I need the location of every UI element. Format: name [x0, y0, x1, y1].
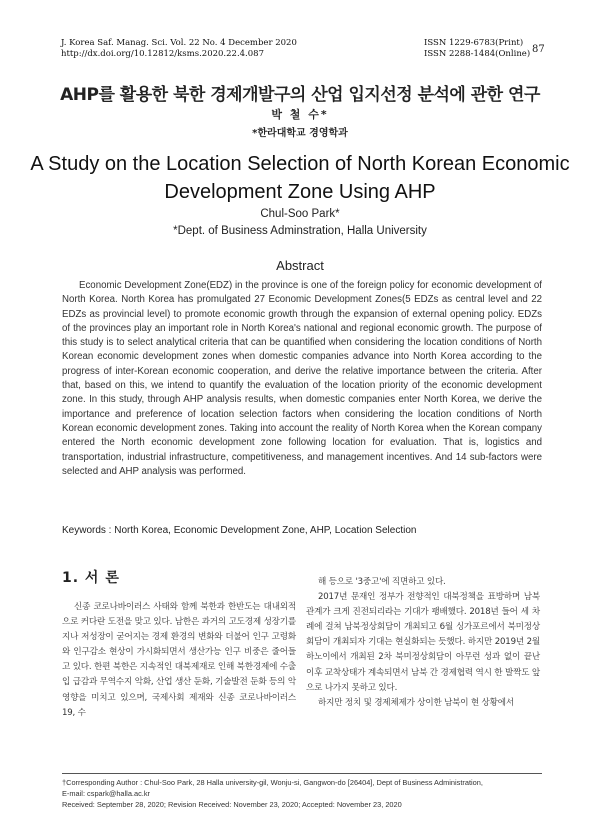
keywords: Keywords : North Korea, Economic Development Zone, AHP, Location Selection: [62, 525, 417, 536]
author-email[interactable]: E-mail: cspark@halla.ac.kr: [62, 789, 151, 798]
section-title-introduction: 1. 서 론: [62, 570, 120, 586]
footnote: [62, 777, 542, 810]
korean-author: 박 철 수*: [271, 108, 329, 121]
english-title-line2: Development Zone Using AHP: [164, 181, 436, 203]
doi-link[interactable]: http://dx.doi.org/10.12812/ksms.2020.22.4.087: [61, 49, 264, 59]
intro-paragraph-right-1: 2017년 문재인 정부가 전향적인 대북정책을 표방하며 남북관계가 크게 진전되리라는 기대가 팽배했다. 2018년 들어 세 차례에 걸쳐 남북정상회담이 개최되고 6월 싱가포르에서 북미정상회담이 개최되자 기대는 현실화되는 듯했다. 하지만 2019년 2월 하노이에서 개최된 2차 북미정상회담이 아무런 성과 없이 끝난 이후 교착상태가 계속되면서 남북 간 경제협력 역시 한 발짝도 앞으로 나가지 못하고 있다.: [306, 592, 540, 693]
right-column: [306, 575, 540, 711]
english-title-line1: A Study on the Location Selection of North Korean Economic: [30, 153, 570, 175]
english-author: Chul-Soo Park*: [260, 208, 340, 220]
abstract-heading: Abstract: [276, 258, 324, 273]
received-dates: Received: September 28, 2020; Revision Received: November 23, 2020; Accepted: November 23, 2020: [62, 800, 402, 809]
issn-online: ISSN 2288-1484(Online): [424, 49, 531, 59]
journal-citation: J. Korea Saf. Manag. Sci. Vol. 22 No. 4 December 2020: [61, 38, 297, 48]
intro-paragraph-left: 신종 코로나바이러스 사태와 함께 북한과 한반도는 대내외적으로 커다란 도전을 맞고 있다. 남한은 과거의 고도경제 성장기를 지나 저성장이 굳어지는 경제 환경의 변화와 더불어 인구 고령화와 인구감소 현상이 가시화되면서 생산가능 인구 비중은 줄어들고 있다. 한편 북한은 지속적인 대북제재로 인해 북한경제에 수출입 급감과 무역수지 악화, 산업 생산 둔화, 기술발전 둔화 등의 악영향을 미치고 있으며, 국제사회 제재와 신종 코로나바이러스 19, 수: [62, 602, 296, 718]
intro-paragraph-right-2: 하지만 정치 및 경제체제가 상이한 남북이 현 상황에서: [318, 697, 514, 708]
english-title: [0, 150, 600, 206]
intro-continuation: 해 등으로 '3중고'에 직면하고 있다.: [318, 577, 446, 587]
footnote-divider: [62, 773, 542, 774]
korean-title: AHP를 활용한 북한 경제개발구의 산업 입지선정 분석에 관한 연구: [60, 85, 540, 105]
page-number: 87: [532, 44, 545, 55]
issn-print: ISSN 1229-6783(Print): [424, 38, 524, 48]
journal-header: [61, 38, 297, 60]
korean-affiliation: *한라대학교 경영학과: [252, 128, 348, 139]
english-affiliation: *Dept. of Business Adminstration, Halla University: [173, 225, 427, 237]
left-column: [62, 567, 296, 721]
abstract-text: Economic Development Zone(EDZ) in the province is one of the foreign policy for economic development of North Korea. North Korea has promulgated 27 Economic Development Zones(5 EDZs as central level and 22 EDZs as provincial level) to promote economic growth through the expansion of external opening policy. EDZs of the provinces play an important role in North Korea's national and regional economic growth. The purpose of this study is to select analytical criteria that can be quantified when considering the location conditions of North Korean economic development zones when domestic companies advance into North Korea according to the progress of inter-Korean economic cooperation, and derive the relative importance between the criteria. After that, based on this, we intend to quantify the evaluation of the location priority of the economic development zone. In this study, through AHP analysis results, when domestic companies enter North Korea, we derive the importance and preference of location selection factors when considering the location conditions of North Korean economic development zones. Taking into account the reality of North Korea when the Korean company entered the North economic development zone following location for evaluation. That is, logistics and transportation, industrial infrastructure, competitiveness, and management incentives. And 14 sub-factors were selected and AHP analysis was performed.: [62, 280, 542, 477]
issn-block: [424, 38, 530, 60]
corresponding-author: †Corresponding Author : Chul-Soo Park, 28 Halla university-gil, Wonju-si, Gangwon-do [26404], Dept of Business Administration,: [62, 778, 483, 787]
